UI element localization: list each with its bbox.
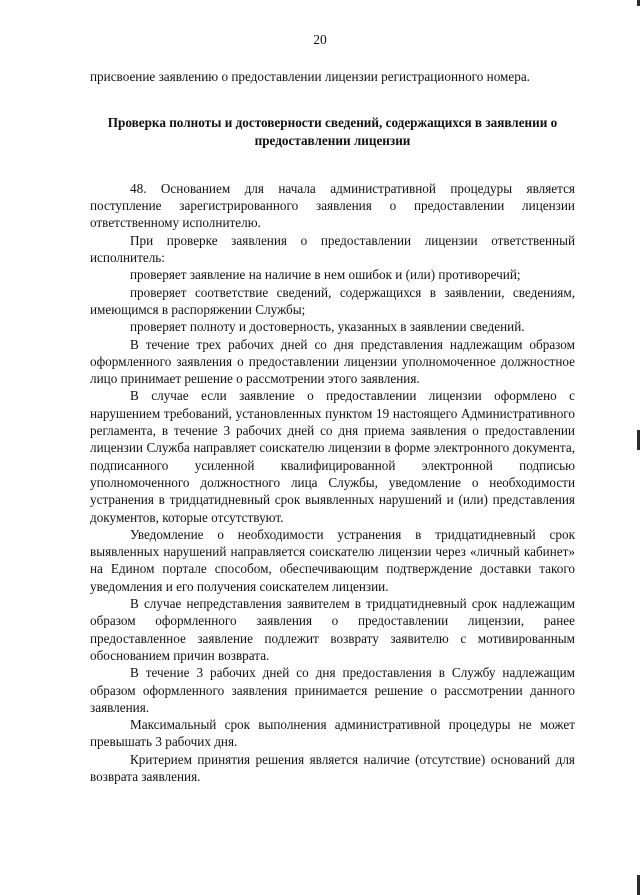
paragraph-three-days-decision: В течение трех рабочих дней со дня представления надлежащим образом оформленного заявления о предоставлении лицензии уполномоченное должностное лицо принимает решение о рассмотрении этого заявления. <box>90 336 575 387</box>
page-number: 20 <box>313 32 327 47</box>
paragraph-max-duration: Максимальный срок выполнения административной процедуры не может превышать 3 рабочих дня. <box>90 717 575 750</box>
intro-paragraph: присвоение заявлению о предоставлении лицензии регистрационного номера. <box>90 69 530 84</box>
paragraph-check-intro: При проверке заявления о предоставлении лицензии ответственный исполнитель: <box>90 232 575 266</box>
page-body <box>90 68 575 785</box>
paragraph-violation-notice: В случае если заявление о предоставлении лицензии оформлено с нарушением требований, установленных пунктом 19 настоящего Административного регламента, в течение 3 рабочих дней со дня приема заявления о предоставлении лицензии Служба направляет соискателю лицензии в форме электронного документа, подписанного усиленной квалифицированной электронной подписью уполномоченного должностного лица Службы, уведомление о необходимости устранения в тридцатидневный срок выявленных нарушений и (или) представления документов, которые отсутствуют. <box>90 388 575 525</box>
paragraph-decision-criterion: Критерием принятия решения является наличие (отсутствие) оснований для возврата заявления. <box>90 751 575 784</box>
section-heading: Проверка полноты и достоверности сведений, содержащихся в заявлении о предоставлении лицензии <box>107 115 558 148</box>
paragraph-return-application: В случае непредставления заявителем в тридцатидневный срок надлежащим образом оформленного заявления о предоставлении лицензии, ранее предоставленное заявление подлежит возврату заявителю с мотивированным обоснованием причин возврата. <box>90 596 575 663</box>
paragraph-consideration-decision: В течение 3 рабочих дней со дня предоставления в Службу надлежащим образом оформленного заявления принимается решение о рассмотрении данного заявления. <box>90 665 575 715</box>
paragraph-check-completeness: проверяет полноту и достоверность, указанных в заявлении сведений. <box>130 319 525 335</box>
paragraph-notice-delivery: Уведомление о необходимости устранения в тридцатидневный срок выявленных нарушений направляется соискателю лицензии через «личный кабинет» на Едином портале способом, обеспечивающим подтверждение доставки такого уведомления и его получения соискателем лицензии. <box>90 526 575 594</box>
paragraph-check-consistency: проверяет соответствие сведений, содержащихся в заявлении, сведениям, имеющимся в распоряжении Службы; <box>90 284 575 317</box>
paragraph-48: 48. Основанием для начала административной процедуры является поступление зарегистрированного заявления о предоставлении лицензии ответственному исполнителю. <box>90 180 575 231</box>
paragraph-check-errors: проверяет заявление на наличие в нем ошибок и (или) противоречий; <box>130 267 521 283</box>
